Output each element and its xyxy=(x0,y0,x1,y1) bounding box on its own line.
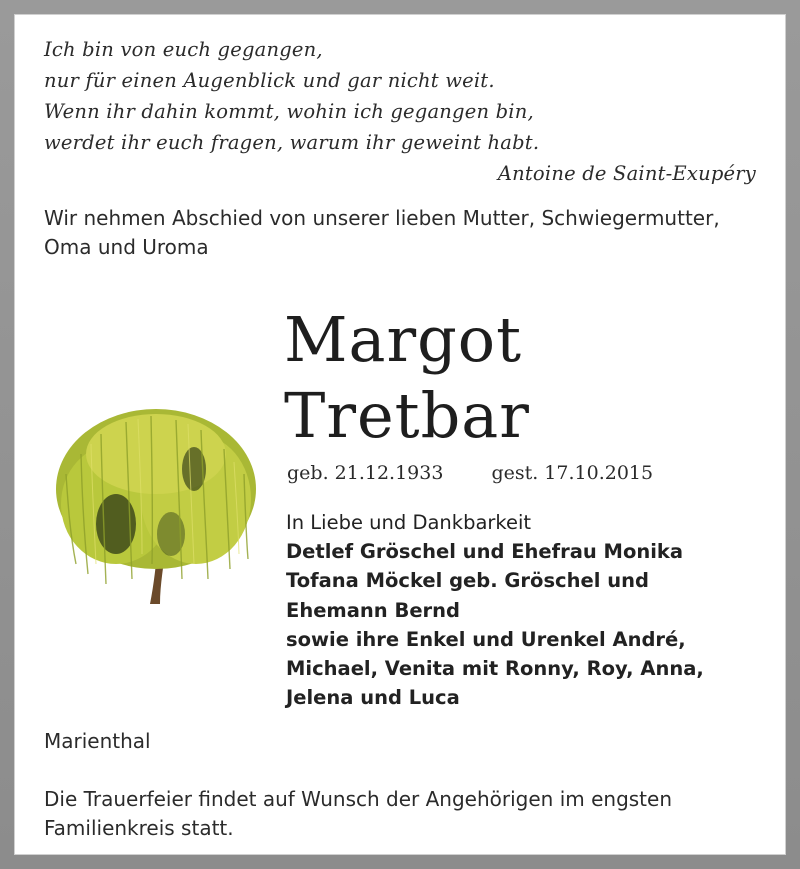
intro-line: Oma und Uroma xyxy=(44,235,209,259)
poem-line: nur für einen Augenblick und gar nicht weit. xyxy=(44,69,495,92)
family-signature xyxy=(286,508,756,712)
deceased-name xyxy=(284,302,530,454)
first-name: Margot xyxy=(284,303,523,376)
poem-line: Wenn ihr dahin kommt, wohin ich gegangen bin, xyxy=(44,100,534,123)
family-line: Detlef Gröschel und Ehefrau Monika xyxy=(286,540,684,564)
place-name: Marienthal xyxy=(44,729,151,753)
obituary-card xyxy=(14,14,786,855)
poem-author: Antoine de Saint-Exupéry xyxy=(497,162,756,185)
family-line: Jelena und Luca xyxy=(286,686,460,710)
note-line: Familienkreis statt. xyxy=(44,816,234,840)
family-line: Tofana Möckel geb. Gröschel und xyxy=(286,569,649,593)
poem-quote xyxy=(44,34,774,189)
death-date: gest. 17.10.2015 xyxy=(491,462,654,484)
intro-line: Wir nehmen Abschied von unserer lieben Mutter, Schwiegermutter, xyxy=(44,206,720,230)
willow-tree-icon xyxy=(46,394,261,609)
greeting: In Liebe und Dankbarkeit xyxy=(286,511,532,534)
last-name: Tretbar xyxy=(284,379,530,452)
intro-text xyxy=(44,204,764,262)
note-line: Die Trauerfeier findet auf Wunsch der Angehörigen im engsten xyxy=(44,787,673,811)
funeral-note xyxy=(44,785,764,843)
life-dates xyxy=(287,462,653,484)
poem-line: Ich bin von euch gegangen, xyxy=(44,38,323,61)
birth-date: geb. 21.12.1933 xyxy=(287,462,444,484)
family-line: Ehemann Bernd xyxy=(286,598,461,622)
family-line: Michael, Venita mit Ronny, Roy, Anna, xyxy=(286,657,704,681)
family-line: sowie ihre Enkel und Urenkel André, xyxy=(286,627,686,651)
poem-line: werdet ihr euch fragen, warum ihr geweint habt. xyxy=(44,131,540,154)
